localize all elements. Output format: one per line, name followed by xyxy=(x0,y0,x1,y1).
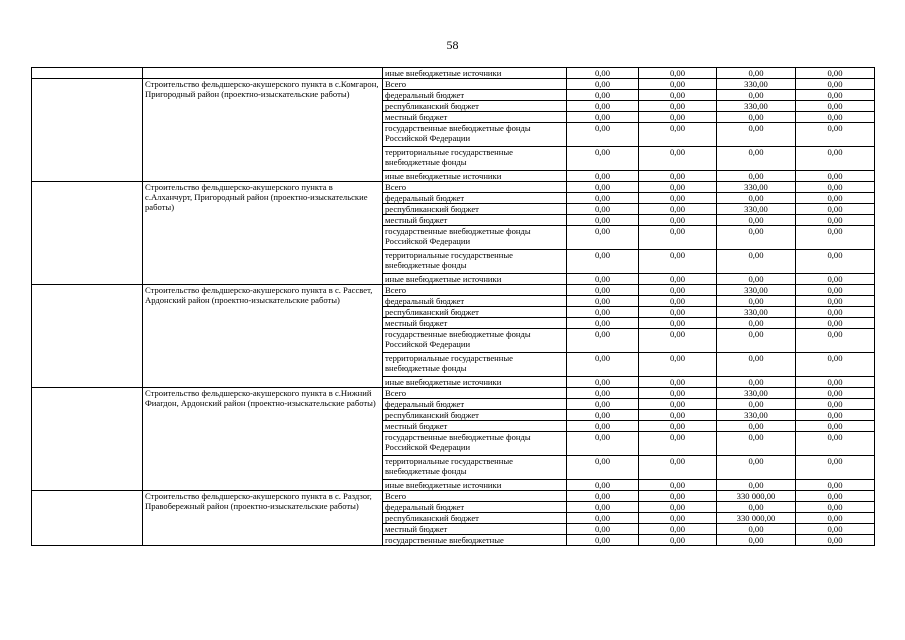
amount-cell: 0,00 xyxy=(639,329,717,353)
amount-cell: 330,00 xyxy=(717,285,796,296)
funding-source-cell: федеральный бюджет xyxy=(383,399,567,410)
amount-cell: 0,00 xyxy=(567,456,639,480)
amount-cell: 0,00 xyxy=(796,79,875,90)
amount-cell: 0,00 xyxy=(567,307,639,318)
amount-cell: 0,00 xyxy=(567,480,639,491)
amount-cell: 0,00 xyxy=(796,215,875,226)
amount-cell: 0,00 xyxy=(639,388,717,399)
amount-cell: 0,00 xyxy=(717,250,796,274)
amount-cell: 0,00 xyxy=(796,377,875,388)
amount-cell: 0,00 xyxy=(717,147,796,171)
amount-cell: 0,00 xyxy=(796,123,875,147)
amount-cell: 0,00 xyxy=(639,204,717,215)
amount-cell: 0,00 xyxy=(639,307,717,318)
amount-cell: 0,00 xyxy=(639,318,717,329)
funding-source-cell: местный бюджет xyxy=(383,215,567,226)
amount-cell: 330,00 xyxy=(717,101,796,112)
amount-cell: 330,00 xyxy=(717,307,796,318)
amount-cell: 0,00 xyxy=(717,535,796,546)
amount-cell: 330,00 xyxy=(717,410,796,421)
amount-cell: 0,00 xyxy=(567,112,639,123)
amount-cell: 0,00 xyxy=(796,171,875,182)
amount-cell: 0,00 xyxy=(717,329,796,353)
blank-cell xyxy=(32,388,143,491)
table-row xyxy=(32,182,875,193)
table-row xyxy=(32,388,875,399)
amount-cell: 0,00 xyxy=(796,535,875,546)
amount-cell: 0,00 xyxy=(796,112,875,123)
funding-source-cell: федеральный бюджет xyxy=(383,90,567,101)
amount-cell: 0,00 xyxy=(717,68,796,79)
funding-source-cell: Всего xyxy=(383,491,567,502)
amount-cell: 0,00 xyxy=(567,432,639,456)
budget-table xyxy=(31,67,875,546)
amount-cell: 0,00 xyxy=(717,502,796,513)
project-name-cell: Строительство фельдшерско-акушерского пункта в с. Рассвет, Ардонский район (проектно-изыскательские работы) xyxy=(143,285,383,388)
amount-cell: 330,00 xyxy=(717,204,796,215)
amount-cell: 0,00 xyxy=(796,353,875,377)
funding-source-cell: федеральный бюджет xyxy=(383,193,567,204)
amount-cell: 0,00 xyxy=(567,535,639,546)
amount-cell: 0,00 xyxy=(717,274,796,285)
amount-cell: 0,00 xyxy=(717,171,796,182)
amount-cell: 0,00 xyxy=(639,480,717,491)
amount-cell: 0,00 xyxy=(567,147,639,171)
amount-cell: 0,00 xyxy=(796,307,875,318)
funding-source-cell: республиканский бюджет xyxy=(383,410,567,421)
amount-cell: 330 000,00 xyxy=(717,513,796,524)
funding-source-cell: Всего xyxy=(383,285,567,296)
amount-cell: 0,00 xyxy=(567,123,639,147)
amount-cell: 0,00 xyxy=(639,215,717,226)
funding-source-cell: Всего xyxy=(383,79,567,90)
amount-cell: 0,00 xyxy=(639,502,717,513)
funding-source-cell: государственные внебюджетные фонды Российской Федерации xyxy=(383,329,567,353)
amount-cell: 0,00 xyxy=(567,274,639,285)
funding-source-cell: государственные внебюджетные фонды Российской Федерации xyxy=(383,432,567,456)
project-name-cell: Строительство фельдшерско-акушерского пункта в с.Алханчурт, Пригородный район (проектно-изыскательские работы) xyxy=(143,182,383,285)
amount-cell: 0,00 xyxy=(796,329,875,353)
funding-source-cell: иные внебюджетные источники xyxy=(383,377,567,388)
funding-source-cell: территориальные государственные внебюджетные фонды xyxy=(383,250,567,274)
amount-cell: 0,00 xyxy=(796,480,875,491)
amount-cell: 0,00 xyxy=(796,502,875,513)
amount-cell: 0,00 xyxy=(796,204,875,215)
page-number: 58 xyxy=(446,38,459,52)
amount-cell: 0,00 xyxy=(567,399,639,410)
funding-source-cell: местный бюджет xyxy=(383,112,567,123)
amount-cell: 0,00 xyxy=(567,215,639,226)
table-row xyxy=(32,79,875,90)
amount-cell: 0,00 xyxy=(567,101,639,112)
amount-cell: 0,00 xyxy=(639,399,717,410)
table-row xyxy=(32,285,875,296)
amount-cell: 0,00 xyxy=(717,480,796,491)
blank-cell xyxy=(32,491,143,546)
funding-source-cell: местный бюджет xyxy=(383,524,567,535)
table-row xyxy=(32,491,875,502)
amount-cell: 0,00 xyxy=(717,377,796,388)
amount-cell: 0,00 xyxy=(567,502,639,513)
amount-cell: 0,00 xyxy=(567,250,639,274)
amount-cell: 0,00 xyxy=(796,318,875,329)
blank-cell xyxy=(32,68,143,79)
amount-cell: 0,00 xyxy=(639,353,717,377)
amount-cell: 0,00 xyxy=(717,399,796,410)
amount-cell: 0,00 xyxy=(717,112,796,123)
amount-cell: 0,00 xyxy=(717,226,796,250)
funding-source-cell: Всего xyxy=(383,182,567,193)
funding-source-cell: иные внебюджетные источники xyxy=(383,171,567,182)
amount-cell: 0,00 xyxy=(639,79,717,90)
amount-cell: 0,00 xyxy=(717,421,796,432)
amount-cell: 0,00 xyxy=(639,147,717,171)
blank-cell xyxy=(32,182,143,285)
amount-cell: 0,00 xyxy=(717,456,796,480)
amount-cell: 0,00 xyxy=(639,285,717,296)
funding-source-cell: государственные внебюджетные xyxy=(383,535,567,546)
amount-cell: 0,00 xyxy=(639,90,717,101)
funding-source-cell: территориальные государственные внебюджетные фонды xyxy=(383,147,567,171)
amount-cell: 0,00 xyxy=(796,182,875,193)
amount-cell: 330 000,00 xyxy=(717,491,796,502)
amount-cell: 0,00 xyxy=(796,524,875,535)
amount-cell: 0,00 xyxy=(796,274,875,285)
amount-cell: 0,00 xyxy=(796,410,875,421)
amount-cell: 0,00 xyxy=(567,353,639,377)
budget-table-body xyxy=(32,68,875,546)
amount-cell: 0,00 xyxy=(639,491,717,502)
amount-cell: 0,00 xyxy=(567,491,639,502)
amount-cell: 0,00 xyxy=(796,456,875,480)
amount-cell: 0,00 xyxy=(639,171,717,182)
funding-source-cell: местный бюджет xyxy=(383,421,567,432)
amount-cell: 0,00 xyxy=(639,410,717,421)
amount-cell: 0,00 xyxy=(639,432,717,456)
amount-cell: 330,00 xyxy=(717,182,796,193)
funding-source-cell: республиканский бюджет xyxy=(383,204,567,215)
amount-cell: 0,00 xyxy=(717,123,796,147)
amount-cell: 0,00 xyxy=(639,535,717,546)
amount-cell: 0,00 xyxy=(639,182,717,193)
amount-cell: 0,00 xyxy=(567,388,639,399)
amount-cell: 0,00 xyxy=(796,388,875,399)
amount-cell: 0,00 xyxy=(796,296,875,307)
amount-cell: 0,00 xyxy=(567,182,639,193)
amount-cell: 0,00 xyxy=(567,226,639,250)
funding-source-cell: иные внебюджетные источники xyxy=(383,68,567,79)
project-name-cell: Строительство фельдшерско-акушерского пункта в с.Нижний Фиагдон, Ардонский район (проектно-изыскательские работы) xyxy=(143,388,383,491)
amount-cell: 0,00 xyxy=(567,524,639,535)
amount-cell: 0,00 xyxy=(639,123,717,147)
amount-cell: 0,00 xyxy=(717,353,796,377)
amount-cell: 0,00 xyxy=(796,421,875,432)
amount-cell: 0,00 xyxy=(717,296,796,307)
amount-cell: 0,00 xyxy=(567,204,639,215)
amount-cell: 0,00 xyxy=(639,112,717,123)
amount-cell: 0,00 xyxy=(639,250,717,274)
amount-cell: 0,00 xyxy=(796,101,875,112)
funding-source-cell: местный бюджет xyxy=(383,318,567,329)
amount-cell: 330,00 xyxy=(717,388,796,399)
amount-cell: 0,00 xyxy=(639,296,717,307)
amount-cell: 0,00 xyxy=(567,285,639,296)
amount-cell: 0,00 xyxy=(796,399,875,410)
amount-cell: 0,00 xyxy=(567,421,639,432)
amount-cell: 0,00 xyxy=(796,432,875,456)
amount-cell: 0,00 xyxy=(639,377,717,388)
funding-source-cell: республиканский бюджет xyxy=(383,101,567,112)
amount-cell: 0,00 xyxy=(796,226,875,250)
amount-cell: 0,00 xyxy=(567,296,639,307)
blank-cell xyxy=(32,285,143,388)
funding-source-cell: государственные внебюджетные фонды Российской Федерации xyxy=(383,123,567,147)
funding-source-cell: федеральный бюджет xyxy=(383,296,567,307)
amount-cell: 0,00 xyxy=(639,193,717,204)
funding-source-cell: территориальные государственные внебюджетные фонды xyxy=(383,353,567,377)
funding-source-cell: республиканский бюджет xyxy=(383,307,567,318)
amount-cell: 0,00 xyxy=(796,285,875,296)
amount-cell: 0,00 xyxy=(796,147,875,171)
amount-cell: 0,00 xyxy=(567,410,639,421)
amount-cell: 0,00 xyxy=(567,79,639,90)
amount-cell: 0,00 xyxy=(639,421,717,432)
amount-cell: 0,00 xyxy=(639,68,717,79)
amount-cell: 0,00 xyxy=(567,68,639,79)
amount-cell: 0,00 xyxy=(717,432,796,456)
amount-cell: 0,00 xyxy=(567,318,639,329)
amount-cell: 0,00 xyxy=(567,329,639,353)
project-name-cell: Строительство фельдшерско-акушерского пункта в с.Комгарон, Пригородный район (проектно-изыскательские работы) xyxy=(143,79,383,182)
amount-cell: 0,00 xyxy=(639,456,717,480)
amount-cell: 0,00 xyxy=(717,524,796,535)
funding-source-cell: республиканский бюджет xyxy=(383,513,567,524)
funding-source-cell: иные внебюджетные источники xyxy=(383,274,567,285)
amount-cell: 0,00 xyxy=(567,90,639,101)
project-name-cell: Строительство фельдшерско-акушерского пункта в с. Раздзог, Правобережный район (проектно-изыскательские работы) xyxy=(143,491,383,546)
amount-cell: 0,00 xyxy=(639,101,717,112)
amount-cell: 0,00 xyxy=(639,274,717,285)
funding-source-cell: иные внебюджетные источники xyxy=(383,480,567,491)
amount-cell: 0,00 xyxy=(796,250,875,274)
funding-source-cell: государственные внебюджетные фонды Российской Федерации xyxy=(383,226,567,250)
table-row xyxy=(32,68,875,79)
funding-source-cell: Всего xyxy=(383,388,567,399)
amount-cell: 330,00 xyxy=(717,79,796,90)
amount-cell: 0,00 xyxy=(567,513,639,524)
amount-cell: 0,00 xyxy=(639,226,717,250)
amount-cell: 0,00 xyxy=(567,377,639,388)
amount-cell: 0,00 xyxy=(717,318,796,329)
amount-cell: 0,00 xyxy=(717,215,796,226)
amount-cell: 0,00 xyxy=(567,171,639,182)
amount-cell: 0,00 xyxy=(796,68,875,79)
amount-cell: 0,00 xyxy=(796,491,875,502)
amount-cell: 0,00 xyxy=(796,193,875,204)
funding-source-cell: территориальные государственные внебюджетные фонды xyxy=(383,456,567,480)
amount-cell: 0,00 xyxy=(717,90,796,101)
amount-cell: 0,00 xyxy=(717,193,796,204)
funding-source-cell: федеральный бюджет xyxy=(383,502,567,513)
blank-cell xyxy=(32,79,143,182)
amount-cell: 0,00 xyxy=(639,524,717,535)
amount-cell: 0,00 xyxy=(639,513,717,524)
amount-cell: 0,00 xyxy=(796,513,875,524)
project-cell xyxy=(143,68,383,79)
amount-cell: 0,00 xyxy=(796,90,875,101)
amount-cell: 0,00 xyxy=(567,193,639,204)
